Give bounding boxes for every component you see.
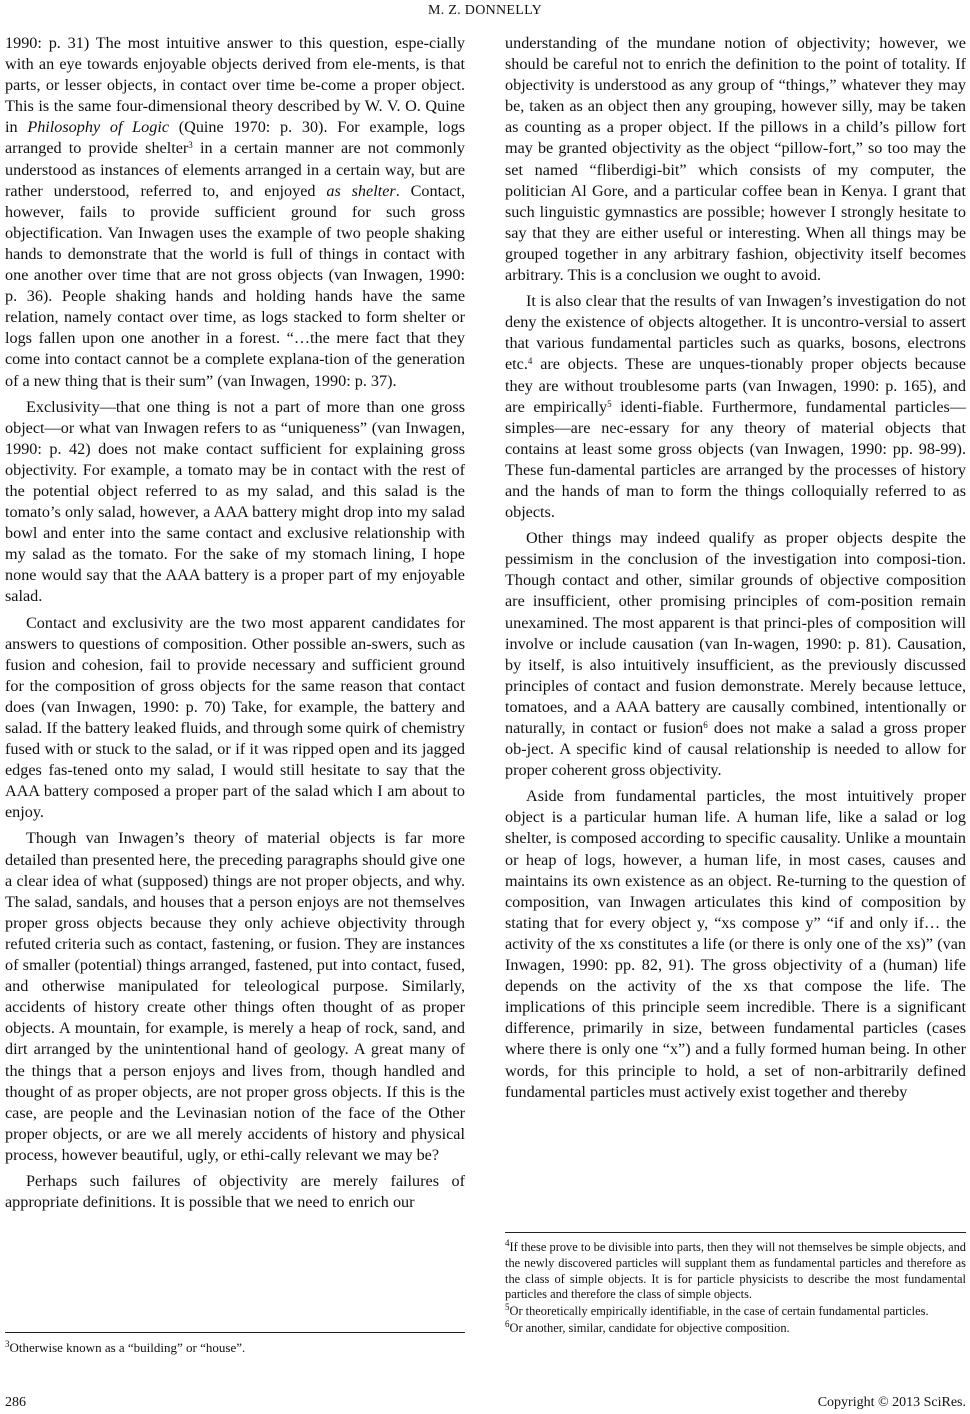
- footnote-divider: [505, 1232, 966, 1233]
- footnote: $^3$Otherwise known as a “building” or “house”.: [5, 1339, 246, 1355]
- paragraph: Other things may indeed qualify as proper objects despite the pessimism in the conclusion of the investigation into composi-tion. Though contact and other, similar grounds of objective composition are insufficient, other promising principles of com-position remain unexamined. The most apparent is that princi-ples of composition will involve or include causation (van In-wagen, 1990: p. 81). Causation, by itself, is also intuitively insufficient, as the previously discussed principles of contact and fusion demonstrate. Merely because lettuce, tomatoes, and a AAA battery are causally combined, intentionally or naturally, in contact or fusion$^6$ does not make a salad a gross proper ob-ject. A specific kind of causal relationship is needed to allow for proper coherent gross objectivity.: [505, 529, 966, 780]
- paragraph: It is also clear that the results of van Inwagen’s investigation do not deny the existence of objects altogether. It is uncontro-versial to assert that various fundamental particles such as quarks, bosons, electrons etc.$^4$ are objects. These are unques-tionably proper objects because they are without troublesome parts (van Inwagen, 1990: p. 165), and are empirically$^5$ identi-fiable. Furthermore, fundamental particles—simples—are nec-essary for any theory of material objects that contains at least some gross objects (van Inwagen, 1990: pp. 98-99). These fun-damental particles are arranged by the processes of history and the hands of man to form the things colloquially referred to as objects.: [505, 292, 966, 522]
- footnote-divider: [5, 1332, 465, 1333]
- footnote: $^6$Or another, similar, candidate for objective composition.: [505, 1318, 790, 1335]
- paragraph: Aside from fundamental particles, the most intuitively proper object is a particular human life. A human life, like a salad or log shelter, is composed according to specific causality. Unlike a mountain or heap of logs, however, a human life, in most cases, causes and maintains its own existence as an object. Re-turning to the question of composition, van Inwagen articulates this kind of composition by stating that for every object y, “xs compose y” “if and only if… the activity of the xs constitutes a life (or there is only one of the xs)” (van Inwagen, 1990: pp. 82, 91). The gross objectivity of a (human) life depends on the activity of the xs that compose the life. The implications of this principle seem incredible. There is a significant difference, primarily in size, between fundamental particles (cases where there is only one “x”) and a fully formed human being. In other words, for this principle to hold, a set of non-arbitrarily defined fundamental particles must actively exist together and thereby: [505, 787, 966, 1101]
- page-number: 286: [5, 1395, 26, 1410]
- emphasis: as shelter: [326, 181, 396, 200]
- paragraph: Contact and exclusivity are the two most apparent candidates for answers to questions of composition. Other possible an-swers, such as fusion and cohesion, fail to provide necessary and sufficient ground for the composition of gross objects for the same reason that contact does (van Inwagen, 1990: p. 70) Take, for example, the battery and salad. If the battery leaked fluids, and through some quirk of chemistry fused with or stuck to the salad, or if it was ripped open and its jagged edges fas-tened onto my salad, I would still hesitate to say that the AAA battery composed a proper part of the salad which I am about to enjoy.: [5, 613, 465, 822]
- footnote-number: 5: [505, 1302, 510, 1313]
- footnote-number: 3: [5, 1339, 10, 1349]
- left-column: [5, 33, 465, 1218]
- footnote-marker[interactable]: 3: [188, 140, 193, 151]
- footnote-marker[interactable]: 4: [527, 356, 533, 367]
- paragraph: Exclusivity—that one thing is not a part of more than one gross object—or what van Inwagen refers to as “uniqueness” (van Inwagen, 1990: p. 42) does not make contact sufficient for explaining gross objectivity. For example, a tomato may be in contact with the rest of the potential object referred to as my salad, and this salad is the tomato’s only salad, however, a AAA battery might drop into my salad bowl and enter into the same contact and exclusive relationship with my salad as the tomato. For the sake of my stomach lining, I hope none would say that the AAA battery is a proper part of my enjoyable salad.: [5, 397, 465, 606]
- footnote-number: 6: [505, 1318, 510, 1329]
- paragraph: Though van Inwagen’s theory of material objects is far more detailed than presented here, the preceding paragraphs should give one a clear idea of what (supposed) things are not proper objects, and why. The salad, sandals, and houses that a person enjoys are not themselves proper gross objects because they only achieve objectivity through refuted criteria such as contact, fastening, or fusion. They are instances of smaller (potential) things arranged, fastened, put into contact, fused, and otherwise manipulated for teleological purpose. Similarly, accidents of history create other things often thought of as proper objects. A mountain, for example, is merely a heap of rock, sand, and dirt arranged by the unintentional hand of geology. A great many of the things that a person enjoys and lives from, though handled and thought of as proper objects, are not proper gross objects. If this is the case, are people and the Levinasian notion of the face of the Other proper objects, or are we all merely accidents of history and physical process, however beautiful, ugly, or ethi-cally relevant we may be?: [5, 829, 465, 1164]
- footnotes-right: [505, 1240, 966, 1338]
- footnote: $^4$If these prove to be divisible into parts, then they will not themselves be simple objects, and the newly discovered particles will supplant them as fundamental particles and therefore as the class of simple objects. It is for particle physicists to describe the most fundamental particles and therefore the class of simple objects.: [505, 1238, 966, 1302]
- paragraph: understanding of the mundane notion of objectivity; however, we should be careful not to enrich the definition to the point of totality. If objectivity is understood as any group of “things,” whatever they may be, taken as an object then any grouping, however silly, may be taken as counting as a proper object. If the pillows in a child’s pillow fort may be granted objectivity as the object “pillow-fort,” so too may the set named “fliberdigi-bit” which consists of my computer, the politician Al Gore, and a particular coffee bean in Kenya. I grant that such linguistic gymnastics are possible; however I strongly hesitate to say that they are either useful or interesting. When all things may be grouped together in any arbitrary fashion, objectivity itself becomes arbitrary. This is a conclusion we ought to avoid.: [505, 34, 966, 285]
- book-title: Philosophy of Logic: [27, 118, 170, 137]
- footnote: $^5$Or theoretically empirically identifiable, in the case of certain fundamental particles.: [505, 1302, 929, 1319]
- footnotes-left: [5, 1340, 465, 1357]
- right-column: [505, 33, 966, 1108]
- footnote-marker[interactable]: 5: [607, 398, 612, 409]
- running-header: M. Z. DONNELLY: [427, 3, 542, 18]
- footnote-number: 4: [505, 1238, 510, 1248]
- copyright-notice: Copyright © 2013 SciRes.: [817, 1395, 966, 1410]
- paragraph: 1990: p. 31) The most intuitive answer to this question, espe-cially with an eye towards enjoyable objects derived from ele-ments, is that parts, or lesser objects, in contact over time be-come a proper object. This is the same four-dimensional theory described by W. V. O. Quine in Philosophy of Logic (Quine 1970: p. 30). For example, logs arranged to provide shelter$^3$ in a certain manner are not commonly understood as instances of elements arranged in a certain way, but are rather understood, referred to, and enjoyed as shelter. Contact, however, fails to provide sufficient ground for such gross objectification. Van Inwagen uses the example of two people shaking hands to demonstrate that the world is full of things in contact with one another over time that are not gross objects (van Inwagen, 1990: p. 36). People shaking hands and holding hands have the same relation, namely contact over time, as logs stacked to form shelter or logs fallen upon one another in a forest. “…the mere fact that they come into contact cannot be a complete explana-tion of the generation of a new thing that is their sum” (van Inwagen, 1990: p. 37).: [5, 34, 466, 390]
- paragraph: Perhaps such failures of objectivity are merely failures of appropriate definitions. It is possible that we need to enrich our: [5, 1171, 465, 1212]
- footnote-marker[interactable]: 6: [703, 720, 708, 730]
